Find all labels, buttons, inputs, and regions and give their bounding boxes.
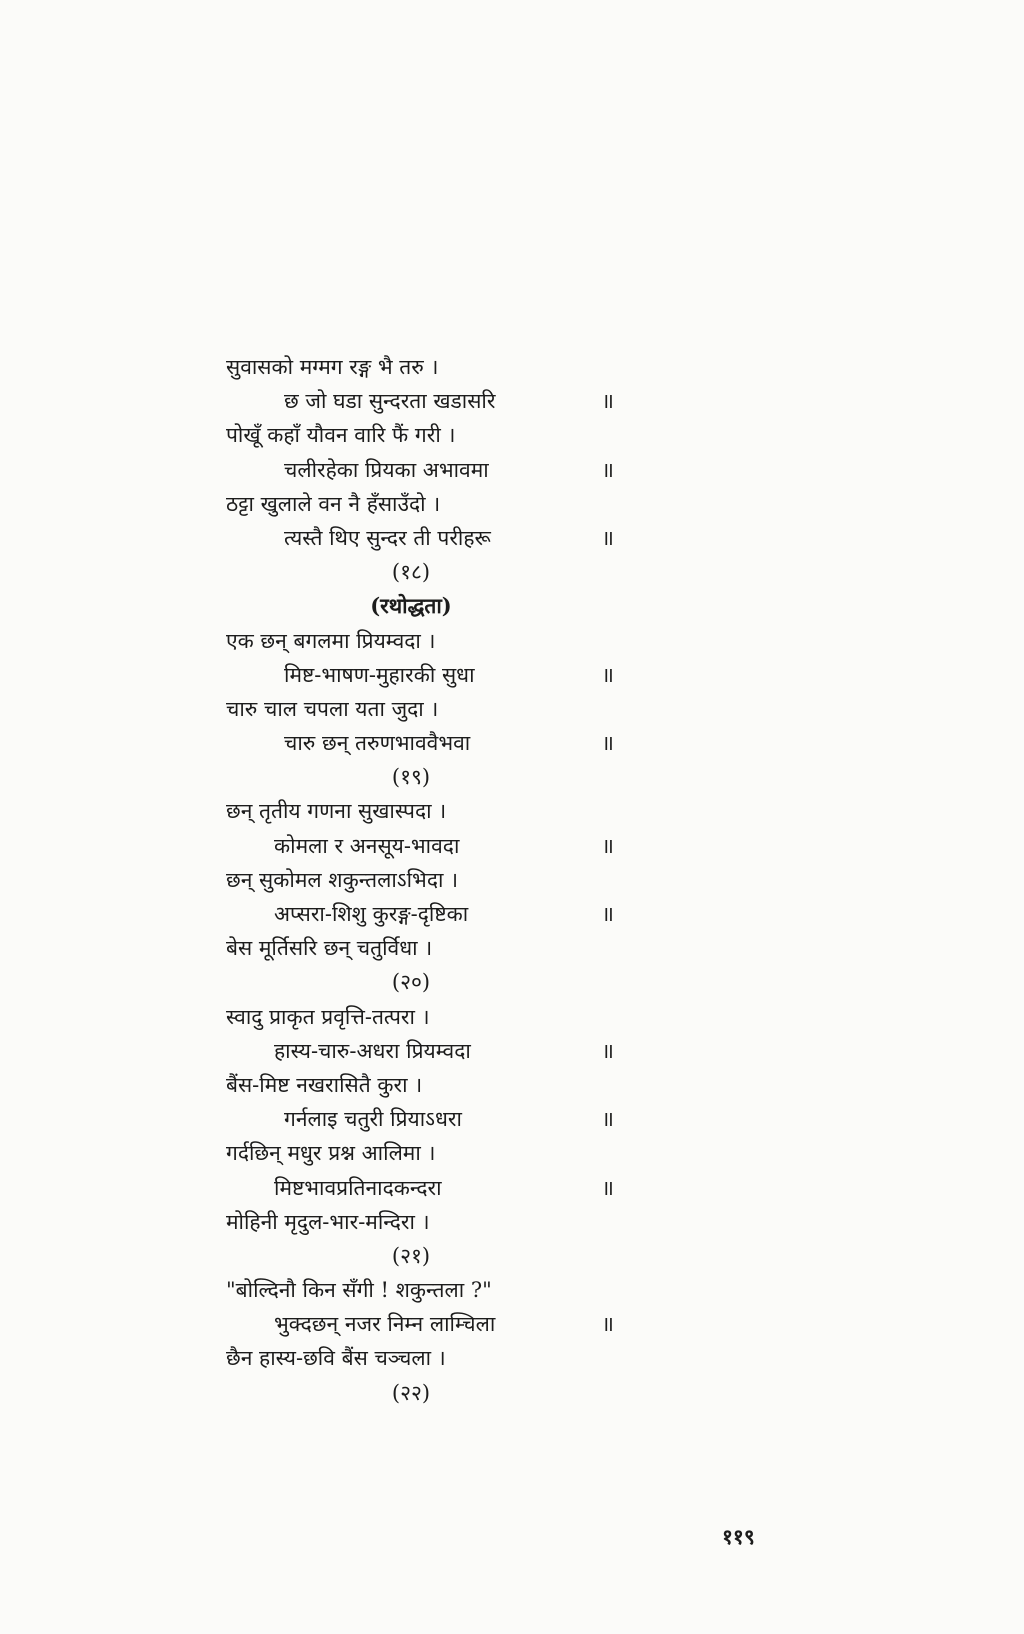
stanza-number — [226, 1376, 626, 1410]
line-text: (२१) — [391, 1243, 431, 1268]
line-text: हास्य-चारु-अधरा प्रियम्वदा — [274, 1038, 471, 1063]
line-text: (२०) — [391, 970, 431, 995]
verse-line — [226, 350, 626, 384]
verse-line — [226, 624, 626, 658]
verse-line — [226, 1171, 626, 1205]
line-text: छन् तृतीय गणना सुखास्पदा । — [226, 799, 447, 824]
verse-line — [226, 418, 626, 452]
double-danda: ॥ — [601, 1175, 614, 1200]
double-danda: ॥ — [601, 662, 614, 687]
line-text: चारु चाल चपला यता जुदा । — [226, 696, 439, 721]
verse-line — [226, 931, 626, 965]
line-text: कोमला र अनसूय-भावदा — [274, 833, 460, 858]
line-text: बेस मूर्तिसरि छन् चतुर्विधा । — [226, 936, 433, 961]
verse-line — [226, 1136, 626, 1170]
verse-line — [226, 726, 626, 760]
verse-line — [226, 863, 626, 897]
stanza-number — [226, 965, 626, 999]
line-text: गर्दछिन् मधुर प्रश्न आलिमा । — [226, 1141, 436, 1166]
verse-line — [226, 1273, 626, 1307]
double-danda: ॥ — [601, 1038, 614, 1063]
verse-line — [226, 1102, 626, 1136]
line-text: मिष्ट-भाषण-मुहारकी सुधा — [284, 662, 475, 687]
line-text: छन् सुकोमल शकुन्तलाऽभिदा । — [226, 867, 459, 892]
line-text: बैंस-मिष्ट नखरासितै कुरा । — [226, 1072, 423, 1097]
line-text: चारु छन् तरुणभाववैभवा — [284, 731, 471, 756]
line-text: त्यस्तै थिए सुन्दर ती परीहरू — [284, 525, 491, 550]
line-text: छ जो घडा सुन्दरता खडासरि — [284, 389, 496, 414]
line-text: (रथोद्धता) — [370, 593, 452, 619]
line-text: एक छन् बगलमा प्रियम्वदा । — [226, 628, 436, 653]
stanza-number — [226, 1239, 626, 1273]
line-text: सुवासको मग्मग रङ्ग भै तरु । — [226, 355, 439, 379]
double-danda: ॥ — [601, 525, 614, 550]
stanza-number — [226, 555, 626, 589]
line-text: पोखूँ कहाँ यौवन वारि फैं गरी । — [226, 423, 456, 448]
verse-line — [226, 1205, 626, 1239]
line-text: (२२) — [391, 1380, 431, 1405]
double-danda: ॥ — [601, 389, 614, 414]
page-number: ११९ — [722, 1524, 755, 1549]
line-text: "बोल्दिनौ किन सँगी ! शकुन्तला ?" — [226, 1278, 492, 1303]
line-text: (१९) — [391, 765, 431, 790]
double-danda: ॥ — [601, 731, 614, 756]
verse-line — [226, 794, 626, 828]
line-text: मिष्टभावप्रतिनादकन्दरा — [274, 1175, 442, 1200]
verse-line — [226, 692, 626, 726]
double-danda: ॥ — [601, 1107, 614, 1132]
verse-line — [226, 829, 626, 863]
line-text: स्वादु प्राकृत प्रवृत्ति-तत्परा । — [226, 1004, 430, 1029]
verse-line — [226, 453, 626, 487]
stanza-number — [226, 760, 626, 794]
line-text: अप्सरा-शिशु कुरङ्ग-दृष्टिका — [274, 902, 469, 926]
double-danda: ॥ — [601, 457, 614, 482]
meter-heading — [226, 589, 626, 623]
verse-line — [226, 658, 626, 692]
verse-block — [226, 350, 626, 1410]
double-danda: ॥ — [601, 833, 614, 858]
line-text: गर्नलाइ चतुरी प्रियाऽधरा — [284, 1107, 462, 1132]
line-text: भुक्दछन् नजर निम्न लाम्चिला — [274, 1312, 496, 1337]
line-text: छैन हास्य-छवि बैंस चञ्चला । — [226, 1346, 446, 1371]
verse-line — [226, 1068, 626, 1102]
verse-line — [226, 1000, 626, 1034]
verse-line — [226, 384, 626, 418]
verse-line — [226, 1034, 626, 1068]
verse-line — [226, 1341, 626, 1375]
verse-line — [226, 897, 626, 931]
double-danda: ॥ — [601, 902, 614, 926]
line-text: चलीरहेका प्रियका अभावमा — [284, 457, 489, 482]
verse-line — [226, 1307, 626, 1341]
line-text: ठट्टा खुलाले वन नै हँसाउँदो । — [226, 491, 441, 516]
double-danda: ॥ — [601, 1312, 614, 1337]
verse-line — [226, 521, 626, 555]
line-text: मोहिनी मृदुल-भार-मन्दिरा । — [226, 1209, 430, 1234]
verse-line — [226, 487, 626, 521]
line-text: (१८) — [391, 560, 431, 585]
